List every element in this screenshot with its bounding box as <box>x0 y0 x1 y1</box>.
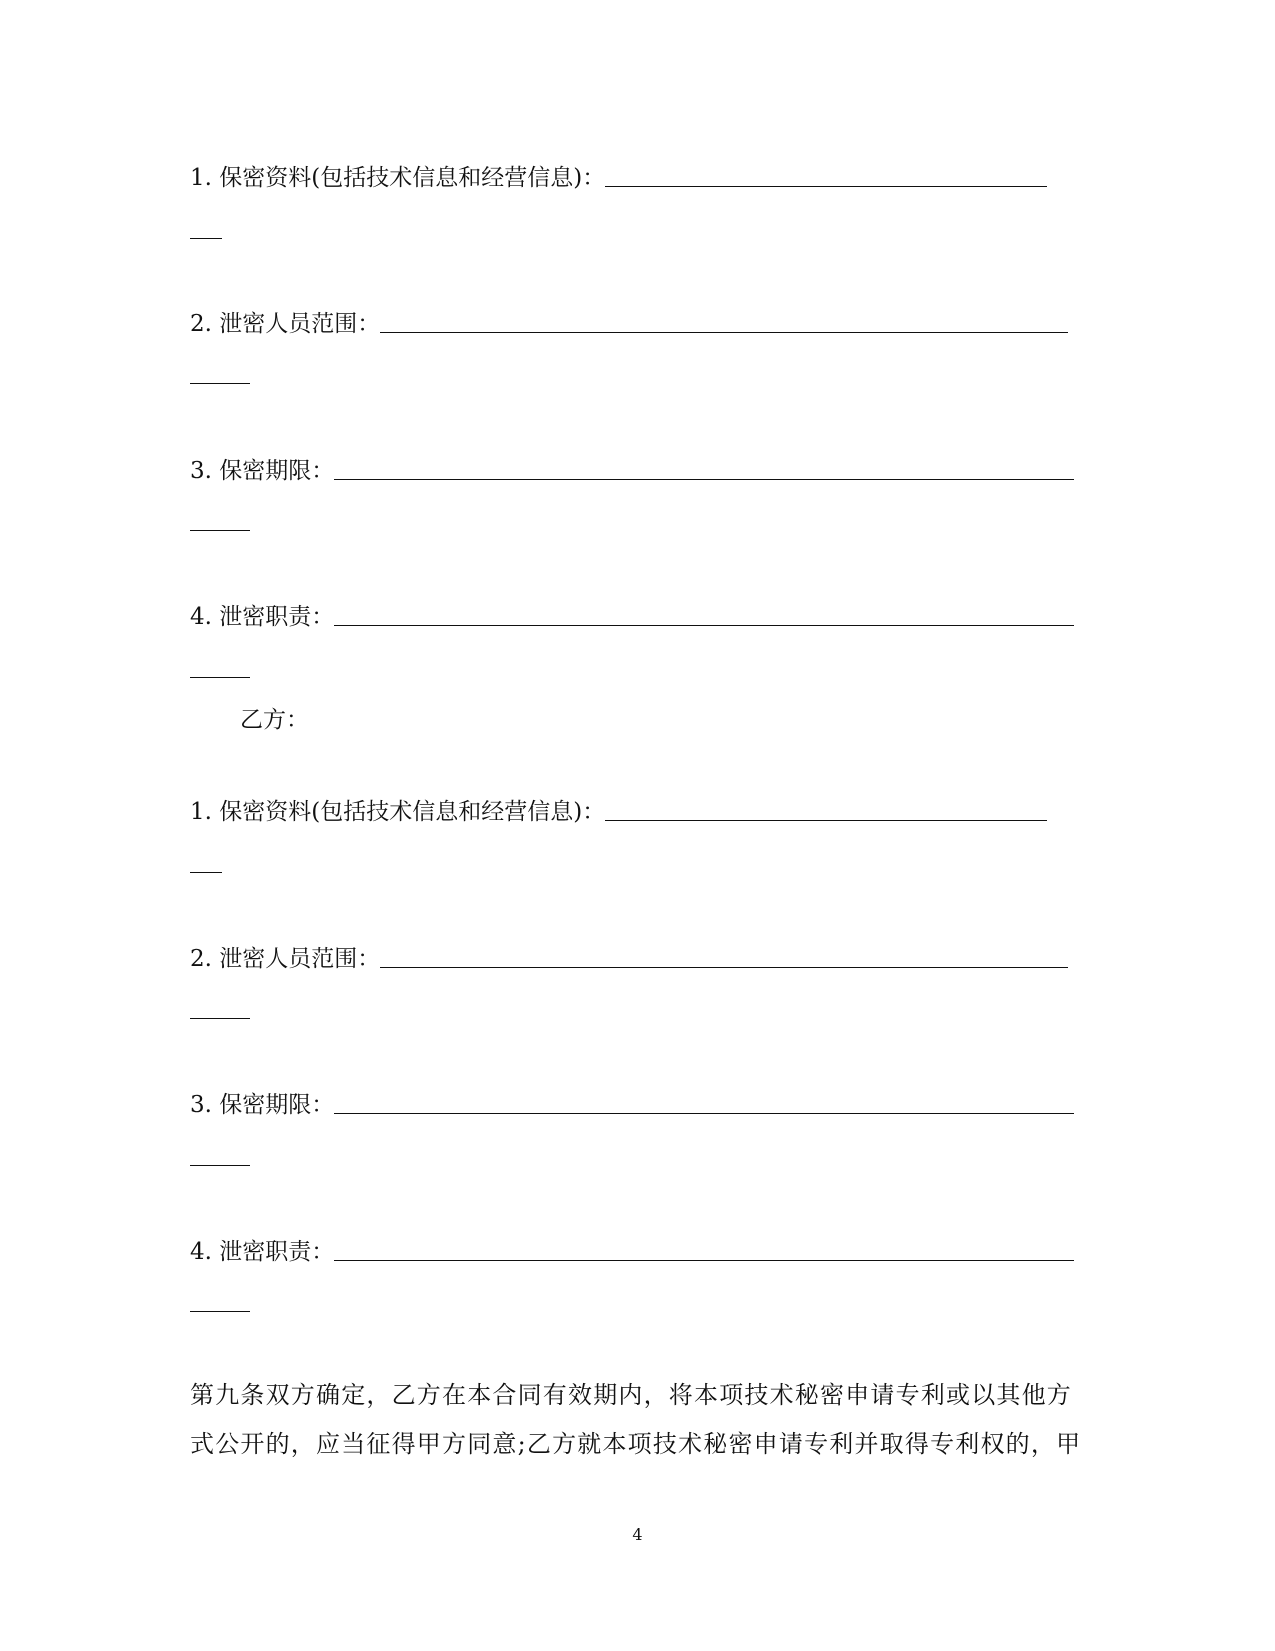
party-b-item-4 <box>190 1237 1074 1267</box>
fill-in-blank[interactable] <box>334 1259 1074 1261</box>
item-label: 2. 泄密人员范围： <box>190 311 381 337</box>
item-label: 4. 泄密职责： <box>190 1239 335 1265</box>
fill-in-blank-continuation[interactable] <box>190 238 222 239</box>
party-a-item-1 <box>190 163 1047 193</box>
fill-in-blank-continuation[interactable] <box>190 383 250 384</box>
party-b-item-3 <box>190 1090 1074 1120</box>
party-a-item-2 <box>190 309 1068 339</box>
fill-in-blank[interactable] <box>334 478 1074 480</box>
fill-in-blank[interactable] <box>605 185 1047 187</box>
fill-in-blank-continuation[interactable] <box>190 1018 250 1019</box>
fill-in-blank-continuation[interactable] <box>190 1165 250 1166</box>
fill-in-blank-continuation[interactable] <box>190 1311 250 1312</box>
fill-in-blank[interactable] <box>380 966 1068 968</box>
item-label: 1. 保密资料(包括技术信息和经营信息)： <box>190 165 606 191</box>
paragraph-line-1: 第九条双方确定，乙方在本合同有效期内，将本项技术秘密申请专利或以其他方 <box>190 1381 1072 1409</box>
party-a-item-4 <box>190 602 1074 632</box>
party-a-item-3 <box>190 456 1074 486</box>
fill-in-blank[interactable] <box>380 331 1068 333</box>
article-9-paragraph <box>190 1371 1090 1469</box>
fill-in-blank-continuation[interactable] <box>190 677 250 678</box>
paragraph-line-2: 式公开的，应当征得甲方同意;乙方就本项技术秘密申请专利并取得专利权的，甲 <box>190 1430 1082 1458</box>
item-label: 3. 保密期限： <box>190 458 335 484</box>
fill-in-blank-continuation[interactable] <box>190 530 250 531</box>
fill-in-blank-continuation[interactable] <box>190 872 222 873</box>
item-label: 4. 泄密职责： <box>190 604 335 630</box>
party-b-item-2 <box>190 944 1068 974</box>
party-b-heading: 乙方： <box>240 707 309 733</box>
item-label: 3. 保密期限： <box>190 1092 335 1118</box>
page-number: 4 <box>632 1525 643 1544</box>
item-label: 1. 保密资料(包括技术信息和经营信息)： <box>190 799 606 825</box>
fill-in-blank[interactable] <box>334 624 1074 626</box>
party-b-item-1 <box>190 797 1047 827</box>
fill-in-blank[interactable] <box>334 1112 1074 1114</box>
fill-in-blank[interactable] <box>605 819 1047 821</box>
item-label: 2. 泄密人员范围： <box>190 946 381 972</box>
